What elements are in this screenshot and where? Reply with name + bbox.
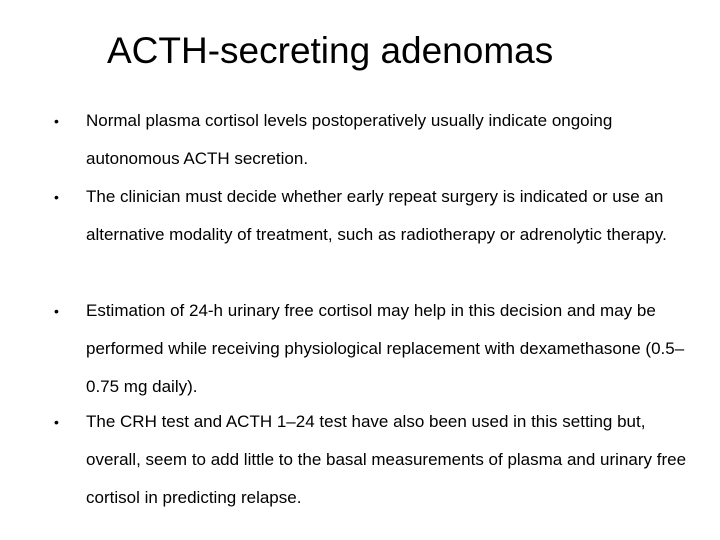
bullet-text: The CRH test and ACTH 1–24 test have also been used in this setting but, overall, seem to add little to the basal measurements of plasma and urinary free cortisol in predicting relapse. (86, 412, 687, 507)
bullet-marker: • (54, 303, 59, 319)
bullet-text: Normal plasma cortisol levels postoperatively usually indicate ongoing autonomous ACTH secretion. (86, 111, 613, 168)
slide-title: ACTH-secreting adenomas (107, 30, 554, 71)
bullet-marker: • (54, 113, 59, 129)
bullet-text: The clinician must decide whether early repeat surgery is indicated or use an alternative modality of treatment, such as radiotherapy or adrenolytic therapy. (86, 187, 667, 244)
bullet-marker: • (54, 189, 59, 205)
bullet-text: Estimation of 24-h urinary free cortisol may help in this decision and may be performed while receiving physiological replacement with dexamethasone (0.5–0.75 mg daily). (86, 301, 685, 396)
bullet-marker: • (54, 414, 59, 430)
